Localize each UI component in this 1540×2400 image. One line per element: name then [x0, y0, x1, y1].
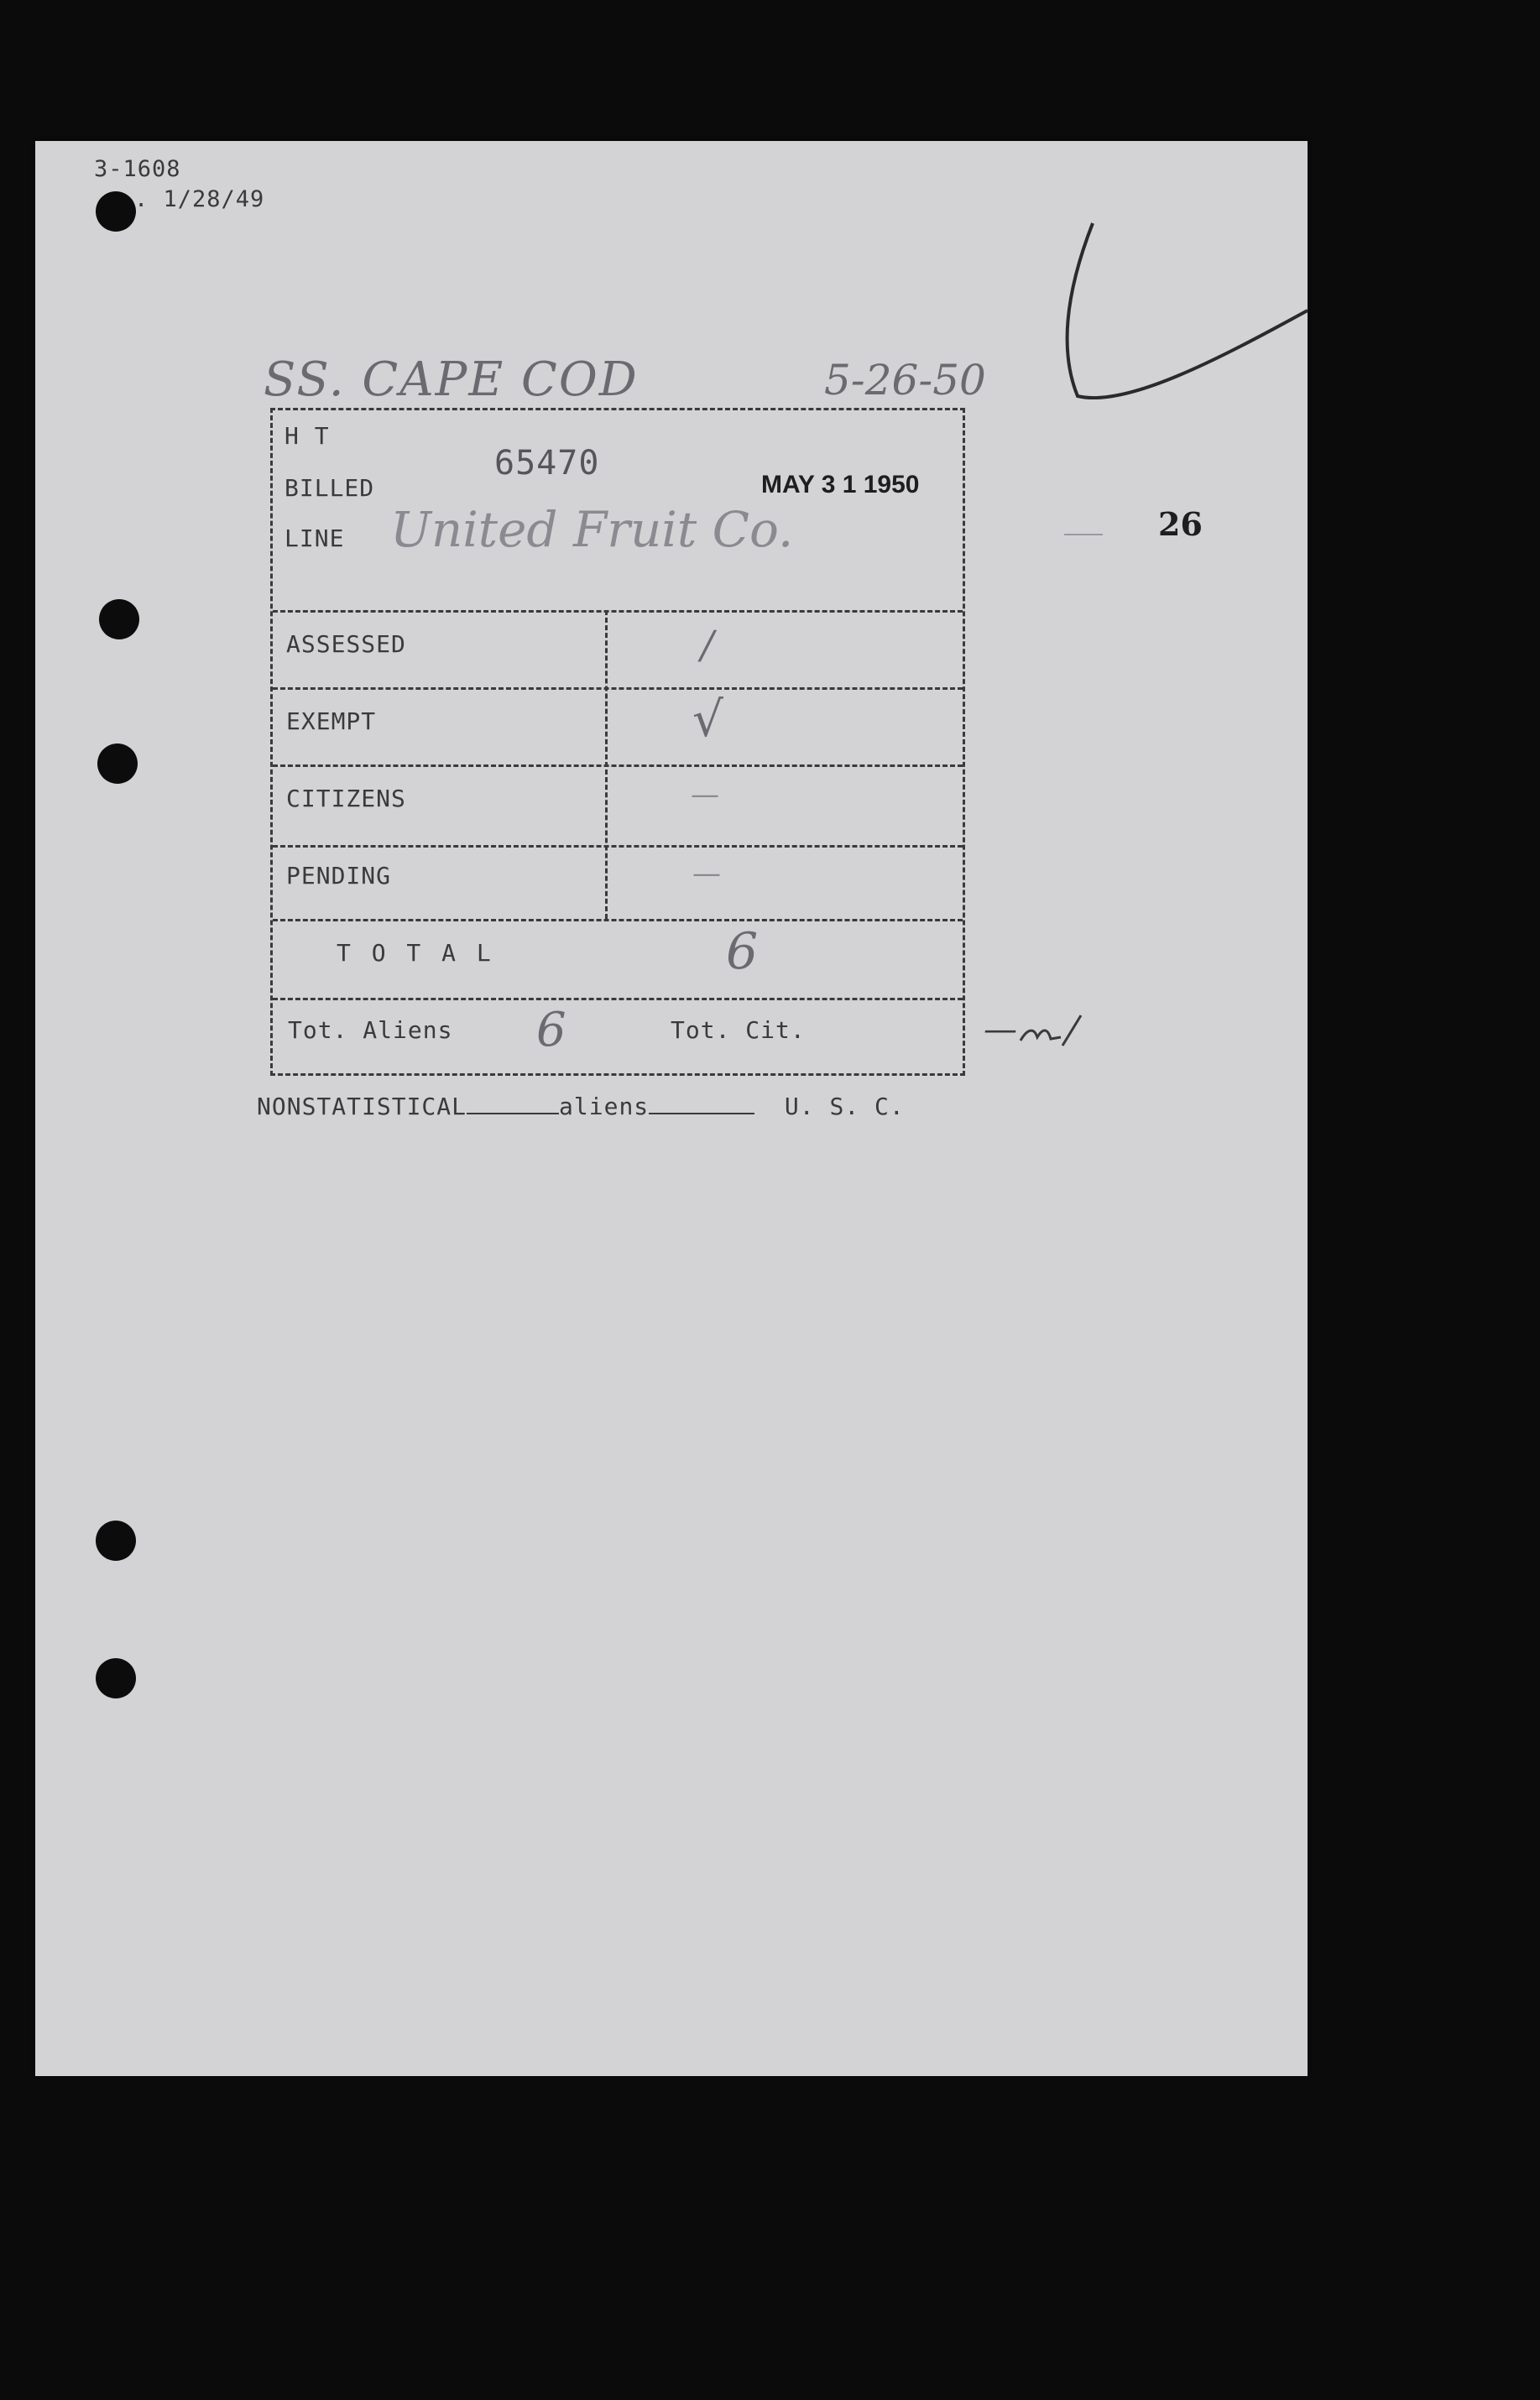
billed-number: 65470: [494, 444, 600, 483]
row-citizens-label: CITIZENS: [286, 785, 406, 812]
margin-number: 26: [1158, 505, 1203, 543]
row-citizens-value: —: [691, 778, 719, 811]
vessel-name: SS. CAPE COD: [264, 352, 639, 407]
usc-label: U. S. C.: [784, 1093, 905, 1120]
initials-scribble: [1019, 1012, 1086, 1049]
row-assessed-label: ASSESSED: [286, 630, 406, 658]
row-pending-value: —: [692, 857, 721, 890]
divider-citizens: [273, 845, 963, 848]
divider-total: [273, 998, 963, 1000]
divider-header: [273, 610, 963, 613]
line-value: United Fruit Co.: [390, 501, 794, 558]
manifest-form-table: [270, 408, 965, 1076]
arrival-date: 5-26-50: [824, 356, 986, 404]
line-label: LINE: [285, 524, 345, 552]
total-value: 6: [726, 922, 759, 981]
row-exempt-label: EXEMPT: [286, 707, 377, 735]
total-label: T O T A L: [337, 939, 494, 967]
row-assessed-value: /: [701, 622, 714, 667]
billed-label: BILLED: [285, 474, 375, 502]
punch-hole-1: [96, 191, 136, 232]
column-divider: [605, 610, 608, 919]
ht-label: H T: [285, 422, 330, 450]
document-page: [35, 141, 1308, 2076]
form-number: 3-1608: [94, 156, 181, 182]
row-exempt-value: √: [692, 691, 723, 748]
margin-dash: [1064, 534, 1103, 535]
divider-pending: [273, 919, 963, 921]
tot-aliens-value: 6: [536, 1003, 566, 1057]
form-revision: . 1/28/49: [134, 186, 265, 212]
nonstatistical-line: [257, 1093, 905, 1120]
received-date-stamp: MAY 3 1 1950: [761, 471, 920, 498]
punch-hole-5: [96, 1658, 136, 1698]
punch-hole-3: [97, 743, 138, 784]
row-pending-label: PENDING: [286, 862, 392, 890]
aliens-blank: [649, 1113, 754, 1114]
divider-exempt: [273, 764, 963, 767]
tot-cit-label: Tot. Cit.: [671, 1016, 806, 1044]
nonstatistical-label: NONSTATISTICAL: [257, 1093, 467, 1120]
tot-cit-mark: —: [984, 1010, 1017, 1049]
tot-aliens-label: Tot. Aliens: [288, 1016, 453, 1044]
aliens-label: aliens: [559, 1093, 650, 1120]
check-mark-flourish: [1026, 217, 1311, 418]
divider-assessed: [273, 687, 963, 690]
nonstatistical-blank: [467, 1113, 559, 1114]
punch-hole-2: [99, 599, 139, 639]
punch-hole-4: [96, 1521, 136, 1561]
